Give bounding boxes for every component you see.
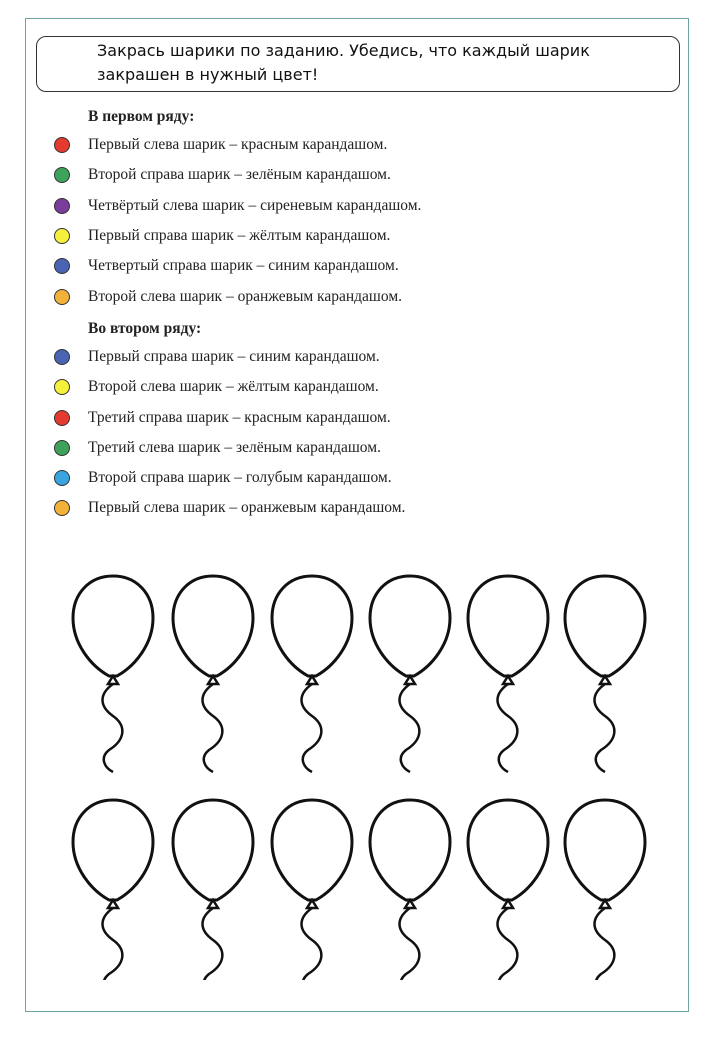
balloon-pattern	[574, 807, 636, 895]
instruction-text: Второй слева шарик – жёлтым карандашом.	[88, 378, 379, 396]
balloon-tiger	[468, 800, 548, 980]
balloon-circles	[173, 576, 253, 772]
instruction-item	[50, 372, 670, 402]
instruction-item	[50, 493, 670, 523]
instruction-item	[50, 281, 670, 311]
instruction-text: Первый справа шарик – синим карандашом.	[88, 347, 380, 365]
instruction-text: Третий слева шарик – зелёным карандашом.	[88, 438, 381, 456]
balloon-zigzag-hearts	[368, 576, 458, 772]
row2-heading: Во втором ряду:	[88, 319, 202, 337]
color-dot-icon	[54, 137, 70, 153]
color-dot-icon	[54, 349, 70, 365]
color-dot-icon	[54, 440, 70, 456]
balloon-stripes	[267, 800, 357, 980]
instruction-text: Четвертый справа шарик – синим карандашом.	[88, 257, 399, 275]
balloon-pattern	[79, 589, 145, 668]
color-dot-icon	[54, 198, 70, 214]
balloon-pattern	[267, 814, 357, 890]
instruction-item	[50, 130, 670, 160]
color-dot-icon	[54, 470, 70, 486]
instruction-item	[50, 342, 670, 372]
instruction-text: Второй слева шарик – оранжевым карандашом.	[88, 287, 402, 305]
instruction-text: Первый слева шарик – красным карандашом.	[88, 136, 388, 154]
instruction-text: Третий справа шарик – красным карандашом.	[88, 408, 391, 426]
instruction-text: Первый слева шарик – оранжевым карандашом.	[88, 499, 406, 517]
task-line-2: закрашен в нужный цвет!	[97, 65, 319, 84]
balloon-hearts	[73, 576, 153, 772]
instruction-item	[50, 402, 670, 432]
balloon-wavy-lines	[173, 800, 261, 980]
balloon-pattern	[578, 603, 646, 668]
row1-heading: В первом ряду:	[88, 108, 195, 125]
instruction-item	[50, 463, 670, 493]
balloon-pattern	[181, 586, 247, 665]
color-dot-icon	[54, 379, 70, 395]
balloon-waves-dots	[272, 576, 352, 772]
balloon-spots	[565, 576, 647, 772]
color-dot-icon	[54, 258, 70, 274]
balloon-pattern	[281, 592, 342, 670]
color-dot-icon	[54, 410, 70, 426]
balloon-polka-dots	[370, 800, 450, 980]
instruction-item	[50, 251, 670, 281]
instruction-item	[50, 433, 670, 463]
instruction-item	[50, 221, 670, 251]
color-dot-icon	[54, 500, 70, 516]
color-dot-icon	[54, 228, 70, 244]
balloons-illustration	[60, 560, 660, 980]
balloon-pattern	[378, 576, 634, 676]
instruction-text: Первый справа шарик – жёлтым карандашом.	[88, 227, 391, 245]
instruction-list	[50, 100, 670, 524]
instruction-text: Второй справа шарик – голубым карандашом.	[88, 469, 392, 487]
instruction-item	[50, 191, 670, 221]
instruction-item	[50, 160, 670, 190]
task-instruction-box	[36, 36, 680, 92]
balloon-pattern	[468, 816, 548, 880]
balloon-ovals	[565, 800, 645, 980]
instruction-text: Четвёртый слева шарик – сиреневым карандашом.	[88, 196, 422, 214]
color-dot-icon	[54, 289, 70, 305]
task-line-1: Закрась шарики по заданию. Убедись, что каждый шарик	[97, 41, 590, 60]
balloon-stars	[73, 800, 153, 980]
instruction-text: Второй справа шарик – зелёным карандашом.	[88, 166, 391, 184]
color-dot-icon	[54, 167, 70, 183]
